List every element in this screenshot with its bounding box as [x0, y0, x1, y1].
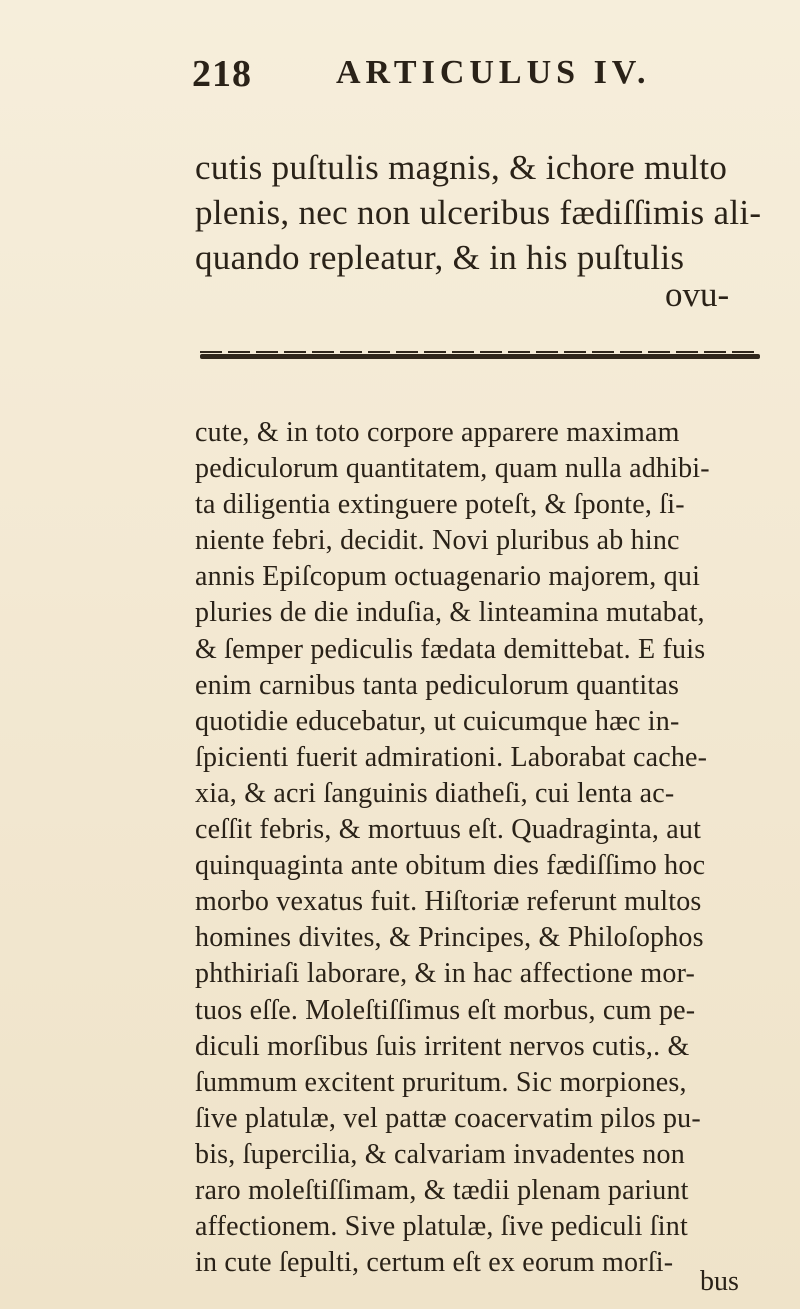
text-line: ceſſit febris, & mortuus eſt. Quadraginta, aut: [195, 814, 702, 846]
text-line: raro moleſtiſſimam, & tædii plenam pariunt: [195, 1174, 689, 1206]
text-line: phthiriaſi laborare, & in hac affectione mor-: [195, 958, 696, 990]
text-line: quando repleatur, & in his puſtulis: [195, 238, 685, 277]
divider-rule: [200, 354, 760, 359]
text-line: bis, ſupercilia, & calvariam invadentes non: [195, 1138, 685, 1170]
text-line: ſpicienti fuerit admirationi. Laborabat cache-: [195, 741, 708, 773]
body-paragraph: [195, 415, 765, 1281]
catchword: bus: [700, 1266, 739, 1297]
text-line: niente febri, decidit. Novi pluribus ab hinc: [195, 525, 680, 557]
text-line: diculi morſibus ſuis irritent nervos cutis,. &: [195, 1030, 690, 1062]
text-line: morbo vexatus fuit. Hiſtoriæ referunt multos: [195, 886, 702, 918]
text-line: affectionem. Sive platulæ, ſive pediculi ſint: [195, 1211, 688, 1243]
text-line: quotidie educebatur, ut cuicumque hæc in-: [195, 705, 680, 737]
text-line: pluries de die induſia, & linteamina mutabat,: [195, 597, 705, 629]
header-title: ARTICULUS IV.: [336, 54, 651, 91]
text-line: enim carnibus tanta pediculorum quantitas: [195, 669, 680, 701]
text-line: xia, & acri ſanguinis diatheſi, cui lenta ac-: [195, 777, 675, 809]
text-line: plenis, nec non ulceribus fædiſſimis ali-: [195, 193, 762, 232]
text-line: cute, & in toto corpore apparere maximam: [195, 417, 680, 448]
text-line: ta diligentia extinguere poteſt, & ſponte, ſi-: [195, 489, 685, 521]
text-line: in cute ſepulti, certum eſt ex eorum morſi-: [195, 1247, 674, 1279]
catchword: ovu-: [665, 275, 730, 314]
text-line: & ſemper pediculis fædata demittebat. E fuis: [195, 633, 706, 665]
top-paragraph: [195, 145, 762, 280]
text-line: annis Epiſcopum octuagenario majorem, qui: [195, 561, 701, 593]
page-number: 218: [192, 53, 252, 95]
text-line: quinquaginta ante obitum dies fædiſſimo hoc: [195, 850, 706, 882]
running-head: [0, 52, 800, 102]
text-line: ſummum excitent pruritum. Sic morpiones,: [195, 1066, 687, 1098]
text-line: homines divites, & Principes, & Philoſophos: [195, 922, 704, 954]
text-line: cutis puſtulis magnis, & ichore multo: [195, 148, 728, 187]
text-line: tuos eſſe. Moleſtiſſimus eſt morbus, cum pe-: [195, 994, 696, 1026]
text-line: ſive platulæ, vel pattæ coacervatim pilos pu-: [195, 1102, 701, 1134]
text-line: pediculorum quantitatem, quam nulla adhibi-: [195, 453, 710, 485]
